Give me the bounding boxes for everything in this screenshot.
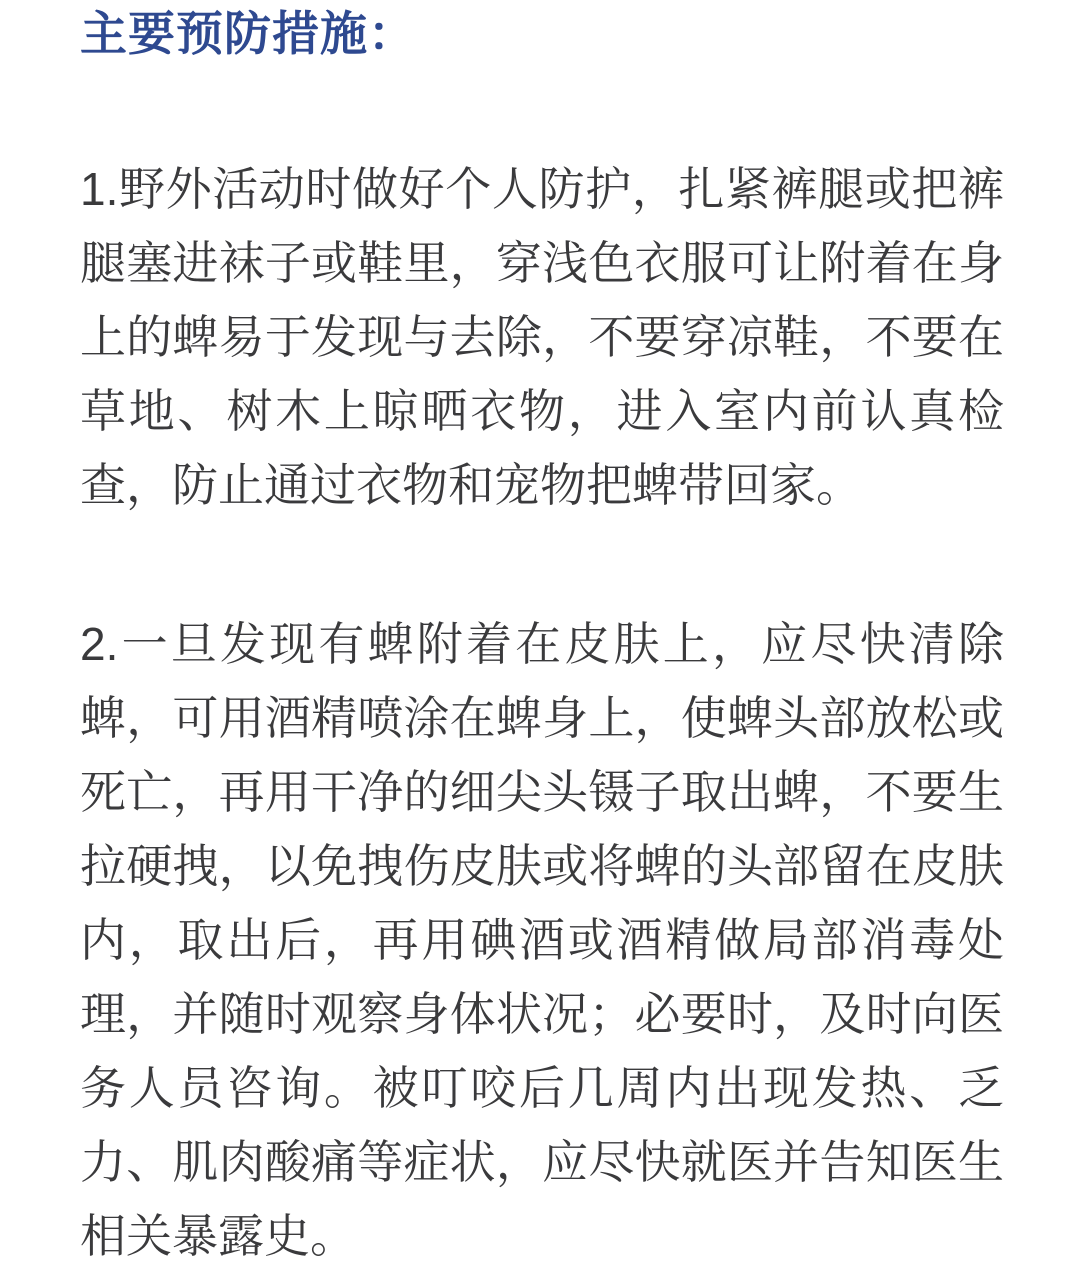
section-heading: 主要预防措施： [80,7,416,60]
paragraph-prevention-2: 2.一旦发现有蜱附着在皮肤上，应尽快清除蜱，可用酒精喷涂在蜱身上，使蜱头部放松或死亡，再用干净的细尖头镊子取出蜱，不要生拉硬拽，以免拽伤皮肤或将蜱的头部留在皮肤内，取出后，再用碘酒或酒精做局部消毒处理，并随时观察身体状况；必要时，及时向医务人员咨询。被叮咬后几周内出现发热、乏力、肌肉酸痛等症状，应尽快就医并告知医生相关暴露史。 [80,618,1004,1262]
paragraph-prevention-1: 1.野外活动时做好个人防护，扎紧裤腿或把裤腿塞进袜子或鞋里，穿浅色衣服可让附着在身上的蜱易于发现与去除，不要穿凉鞋，不要在草地、树木上晾晒衣物，进入室内前认真检查，防止通过衣物和宠物把蜱带回家。 [80,163,1004,511]
